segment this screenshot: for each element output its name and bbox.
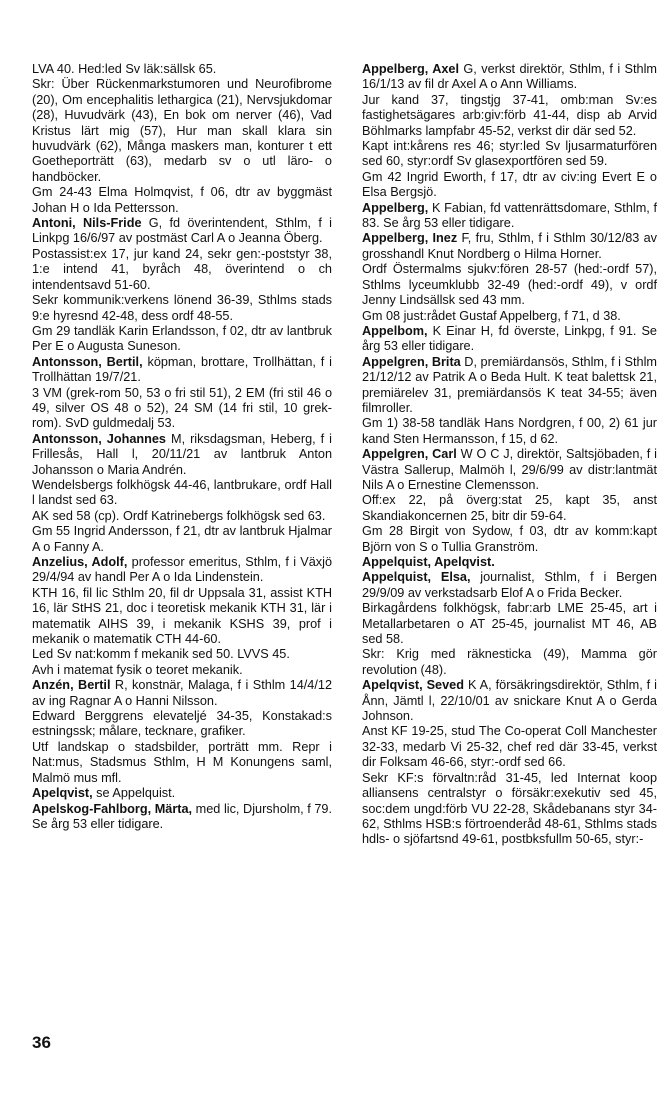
entry-headword-paragraph — [32, 555, 332, 586]
entry-headword-paragraph — [362, 355, 657, 417]
entry-text-paragraph — [362, 724, 657, 770]
entry-text-paragraph — [362, 139, 657, 170]
entry-text: Led Sv nat:komm f mekanik sed 50. LVVS 45. — [32, 647, 290, 662]
entry-text: Gm 55 Ingrid Andersson, f 21, dtr av lantbruk Hjalmar A o Fanny A. — [32, 524, 332, 554]
entry-text-paragraph — [32, 324, 332, 355]
entry-text: Utf landskap o stadsbilder, porträtt mm. Repr i Nat:mus, Stadsmus Sthlm, H M Konungens saml, Malmö mus mfl. — [32, 739, 332, 785]
right-column — [362, 62, 657, 848]
entry-headword: Anzén, Bertil — [32, 678, 111, 693]
page-number: 36 — [32, 1033, 51, 1052]
entry-text: köpman, brottare, Trollhättan, f i Trollhättan 19/7/21. — [32, 354, 332, 385]
entry-headword: Antonsson, Johannes — [32, 431, 166, 446]
entry-text-paragraph — [32, 247, 332, 293]
entry-headword: Appelgren, Brita — [362, 354, 461, 369]
entry-text: LVA 40. Hed:led Sv läk:sällsk 65. — [32, 62, 217, 76]
entry-headword-paragraph — [32, 432, 332, 478]
entry-text: F, fru, Sthlm, f i Sthlm 30/12/83 av grosshandl Knut Nordberg o Hilma Horner. — [362, 231, 657, 261]
entry-text-paragraph — [362, 309, 657, 324]
entry-headword-paragraph — [362, 447, 657, 493]
entry-text: K Fabian, fd vattenrättsdomare, Sthlm, f 83. Se årg 53 eller tidigare. — [362, 200, 657, 231]
entry-text: Avh i matemat fysik o teoret mekanik. — [32, 662, 243, 677]
entry-text: Off:ex 22, på överg:stat 25, kapt 35, anst Skandiakoncernen 25, bitr dir 59-64. — [362, 493, 657, 523]
entry-headword: Appelquist, Apelqvist. — [362, 555, 495, 569]
entry-headword-paragraph — [32, 355, 332, 386]
entry-text-paragraph — [32, 663, 332, 678]
entry-text: KTH 16, fil lic Sthlm 20, fil dr Uppsala 31, assist KTH 16, lär StHS 21, doc i teoretisk mekanik KTH 31, lär i matematik AIHS 39, i mekanik KSHS 39, prof i mekanik o matematik CTH 44-60. — [32, 585, 332, 647]
entry-text-paragraph — [362, 262, 657, 308]
entry-headword-paragraph — [32, 678, 332, 709]
entry-text-paragraph — [362, 771, 657, 848]
entry-headword: Appelgren, Carl — [362, 447, 457, 462]
entry-text: Postassist:ex 17, jur kand 24, sekr gen:-poststyr 38, 1:e intend 41, byråch 48, överintend o ch intendentsavd 51-60. — [32, 246, 332, 292]
entry-text-paragraph — [362, 647, 657, 678]
entry-text: professor emeritus, Sthlm, f i Växjö 29/4/94 av handl Per A o Ida Lindenstein. — [32, 555, 333, 585]
entry-headword-paragraph — [362, 201, 657, 232]
entry-text: Gm 29 tandläk Karin Erlandsson, f 02, dtr av lantbruk Per E o Augusta Suneson. — [32, 323, 332, 354]
entry-headword: Appelberg, Axel — [362, 62, 460, 76]
entry-text: Sekr kommunik:verkens lönend 36-39, Sthlms stads 9:e hyresnd 42-48, dess ordf 48-55. — [32, 293, 332, 323]
entry-text-paragraph — [362, 601, 657, 647]
entry-text: Gm 28 Birgit von Sydow, f 03, dtr av komm:kapt Björn von S o Tullia Granström. — [362, 524, 657, 554]
entry-headword-paragraph — [362, 62, 657, 93]
entry-text: R, konstnär, Malaga, f i Sthlm 14/4/12 av ing Ragnar A o Hanni Nilsson. — [32, 678, 333, 708]
entry-text-paragraph — [32, 293, 332, 324]
entry-text: 3 VM (grek-rom 50, 53 o fri stil 51), 2 EM (fri stil 46 o 49, silver OS 48 o 52), 24 SM (14 fri stil, 10 grek-rom). SvD guldmedalj 53. — [32, 385, 332, 431]
entry-text: M, riksdagsman, Heberg, f i Frillesås, Hall l, 20/11/21 av lantbruk Anton Johansson o Maria Andrén. — [32, 431, 332, 477]
entry-text: Sekr KF:s förvaltn:råd 31-45, led Internat koop alliansens centralstyr o försäkr:exekutiv sed 45, soc:dem ungd:förb VU 22-28, Skådebanans styr 34-62, Sthlms HSB:s förtroenderåd 48-61, Sthlms stads hdls- o sjöfartsnd 49-61, postbksfullm 50-65, styr:- — [362, 770, 657, 847]
entry-text: Gm 1) 38-58 tandläk Hans Nordgren, f 00, 2) 61 jur kand Sten Hermansson, f 15, d 62. — [362, 416, 657, 446]
entry-text-paragraph — [32, 740, 332, 786]
entry-headword: Antoni, Nils-Fride — [32, 216, 142, 231]
entry-text: Edward Berggrens elevateljé 34-35, Konstakad:s estningssk; målare, tecknare, grafiker. — [32, 709, 332, 739]
entry-headword-paragraph — [32, 216, 332, 247]
entry-headword-paragraph — [362, 570, 657, 601]
left-column — [32, 62, 332, 832]
entry-text-paragraph — [362, 170, 657, 201]
entry-headword-paragraph — [362, 678, 657, 724]
entry-text: Kapt int:kårens res 46; styr:led Sv ljusarmaturfören sed 60, styr:ordf Sv glasexportfören sed 59. — [362, 139, 657, 169]
entry-headword: Apelskog-Fahlborg, Märta, — [32, 801, 193, 816]
entry-text-paragraph — [362, 493, 657, 524]
entry-headword: Apelqvist, Seved — [362, 678, 464, 693]
entry-text: Anst KF 19-25, stud The Co-operat Coll Manchester 32-33, medarb Vi 25-32, chef red där 33-45, verkst dir Folksam 46-66, styr:-ordf sed 66. — [362, 724, 657, 770]
entry-text: Skr: Krig med räknesticka (49), Mamma gör revolution (48). — [362, 647, 657, 677]
entry-text-paragraph — [32, 586, 332, 648]
entry-text: Birkagårdens folkhögsk, fabr:arb LME 25-45, art i Metallarbetaren o AT 25-45, journalist MT 46, AB sed 58. — [362, 601, 657, 647]
entry-headword-paragraph — [362, 324, 657, 355]
entry-text: Jur kand 37, tingstjg 37-41, omb:man Sv:es fastighetsägares arb:giv:förb 41-44, disp ab Arvid Böhlmarks lampfabr 45-52, verkst dir där sed 52. — [362, 92, 657, 138]
entry-text: Wendelsbergs folkhögsk 44-46, lantbrukare, ordf Hall l landst sed 63. — [32, 477, 332, 508]
entry-text: K Einar H, fd överste, Linkpg, f 91. Se årg 53 eller tidigare. — [362, 323, 657, 354]
entry-headword: Apelqvist, — [32, 786, 93, 801]
entry-text-paragraph — [32, 478, 332, 509]
entry-text: journalist, Sthlm, f i Bergen 29/9/09 av verkstadsarb Elof A o Frida Becker. — [362, 570, 657, 600]
entry-text: Ordf Östermalms sjukv:fören 28-57 (hed:-ordf 57), Sthlms lyceumklubb 32-49 (hed:-ordf 49), v ordf Jenny Lindsällsk sed 43 mm. — [362, 262, 657, 308]
entry-text-paragraph — [32, 647, 332, 662]
entry-text-paragraph — [32, 524, 332, 555]
entry-headword: Appelquist, Elsa, — [362, 570, 471, 585]
entry-text-paragraph — [32, 185, 332, 216]
entry-text: se Appelquist. — [92, 786, 176, 801]
entry-text: W O C J, direktör, Saltsjöbaden, f i Västra Sallerup, Malmöh l, 29/6/99 av distr:lantmät Nils A o Ernestine Clemensson. — [362, 447, 657, 492]
entry-text: Gm 08 just:rådet Gustaf Appelberg, f 71, d 38. — [362, 308, 621, 323]
entry-text-paragraph — [32, 709, 332, 740]
entry-text-paragraph — [362, 416, 657, 447]
entry-headword: Anzelius, Adolf, — [32, 555, 128, 569]
entry-text-paragraph — [32, 509, 332, 524]
entry-text: Gm 24-43 Elma Holmqvist, f 06, dtr av byggmäst Johan H o Ida Pettersson. — [32, 185, 332, 215]
entry-text: med lic, Djursholm, f 79. Se årg 53 eller tidigare. — [32, 801, 332, 831]
entry-text-paragraph — [32, 386, 332, 432]
entry-headword-paragraph — [32, 786, 332, 801]
entry-headword-paragraph — [32, 802, 332, 833]
entry-headword: Appelberg, — [362, 200, 429, 215]
entry-headword-paragraph — [362, 231, 657, 262]
entry-text: Gm 42 Ingrid Eworth, f 17, dtr av civ:ing Evert E o Elsa Bergsjö. — [362, 169, 657, 200]
entry-text: D, premiärdansös, Sthlm, f i Sthlm 21/12/12 av Patrik A o Beda Hult. K teat balettsk 21, premiärelev 31, premiärdansös K teat 34-55; även filmroller. — [362, 354, 657, 415]
entry-text-paragraph — [362, 524, 657, 555]
entry-headword: Antonsson, Bertil, — [32, 354, 143, 369]
entry-text-paragraph — [32, 62, 332, 77]
entry-headword: Appelberg, Inez — [362, 231, 458, 246]
entry-headword: Appelbom, — [362, 323, 428, 338]
entry-text: K A, försäkringsdirektör, Sthlm, f i Ånn, Jämtl l, 22/10/01 av snickare Knut A o Gerda Johnson. — [362, 678, 657, 724]
entry-headword-paragraph — [362, 555, 657, 570]
entry-text-paragraph — [32, 77, 332, 185]
entry-text: G, verkst direktör, Sthlm, f i Sthlm 16/1/13 av fil dr Axel A o Ann Williams. — [362, 62, 657, 92]
entry-text: AK sed 58 (cp). Ordf Katrinebergs folkhögsk sed 63. — [32, 508, 326, 523]
entry-text: G, fd överintendent, Sthlm, f i Linkpg 16/6/97 av postmäst Carl A o Jeanna Öberg. — [32, 216, 332, 246]
entry-text: Skr: Über Rückenmarkstumoren und Neurofibrome (20), Om encephalitis lethargica (21), Nervsjukdomar (28), Huvudvärk (43), En bok om nerver (46), Vad Kristus lärt mig (57), Hur man skall klara sin huvudvärk (62), Många maskers man, konturer t ett Goetheporträtt (63), medarb sv o utl läro- o handböcker. — [32, 77, 332, 184]
entry-text-paragraph — [362, 93, 657, 139]
